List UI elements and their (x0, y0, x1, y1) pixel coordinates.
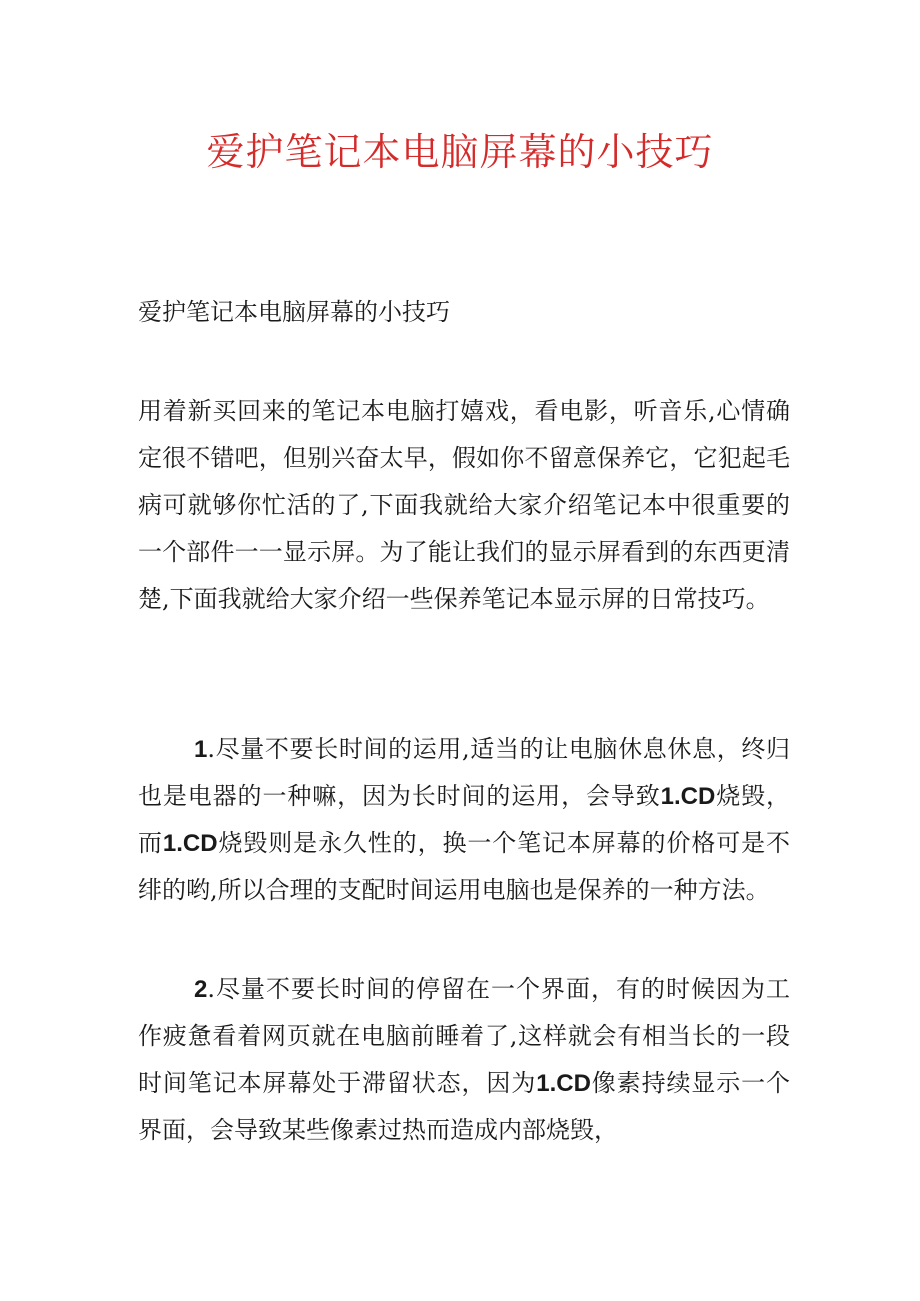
tip-1-number: 1 (194, 736, 208, 763)
tip-1-paragraph (138, 726, 790, 914)
tip-2-number: 2 (194, 976, 208, 1003)
tip-1-lcd-term-1: 1.CD (660, 783, 716, 810)
tip-2-paragraph (138, 966, 790, 1154)
tip-1-text-c: 烧毁则是永久性的，换一个笔记本屏幕的价格可是不绯的哟,所以合理的支配时间运用电脑也是保养的一种方法。 (138, 829, 791, 904)
tip-1-lcd-term-2: 1.CD (162, 830, 218, 857)
tip-1-text-a: .尽量不要长时间的运用,适当的让电脑休息休息，终归也是电器的一种嘛，因为长时间的运用，会导致 (138, 735, 790, 810)
tip-2-lcd-term-1: 1.CD (536, 1070, 591, 1097)
document-title: 爱护笔记本电脑屏幕的小技巧 (206, 130, 714, 174)
tip-2-text-b: 像素持续显示一个界面，会导致某些像素过热而造成内部烧毁， (138, 1069, 791, 1144)
document-subtitle: 爱护笔记本电脑屏幕的小技巧 (138, 298, 450, 326)
tip-2-text-a: .尽量不要长时间的停留在一个界面，有的时候因为工作疲惫看着网页就在电脑前睡着了,这样就会有相当长的一段时间笔记本屏幕处于滞留状态，因为 (138, 975, 790, 1097)
intro-paragraph: 用着新买回来的笔记本电脑打嬉戏，看电影，听音乐,心情确定很不错吧，但别兴奋太早，假如你不留意保养它，它犯起毛病可就够你忙活的了,下面我就给大家介绍笔记本中很重要的一个部件一一显示屏。为了能让我们的显示屏看到的东西更清楚,下面我就给大家介绍一些保养笔记本显示屏的日常技巧。 (138, 397, 790, 613)
tip-1-text-b: 烧毁，而 (138, 782, 791, 857)
